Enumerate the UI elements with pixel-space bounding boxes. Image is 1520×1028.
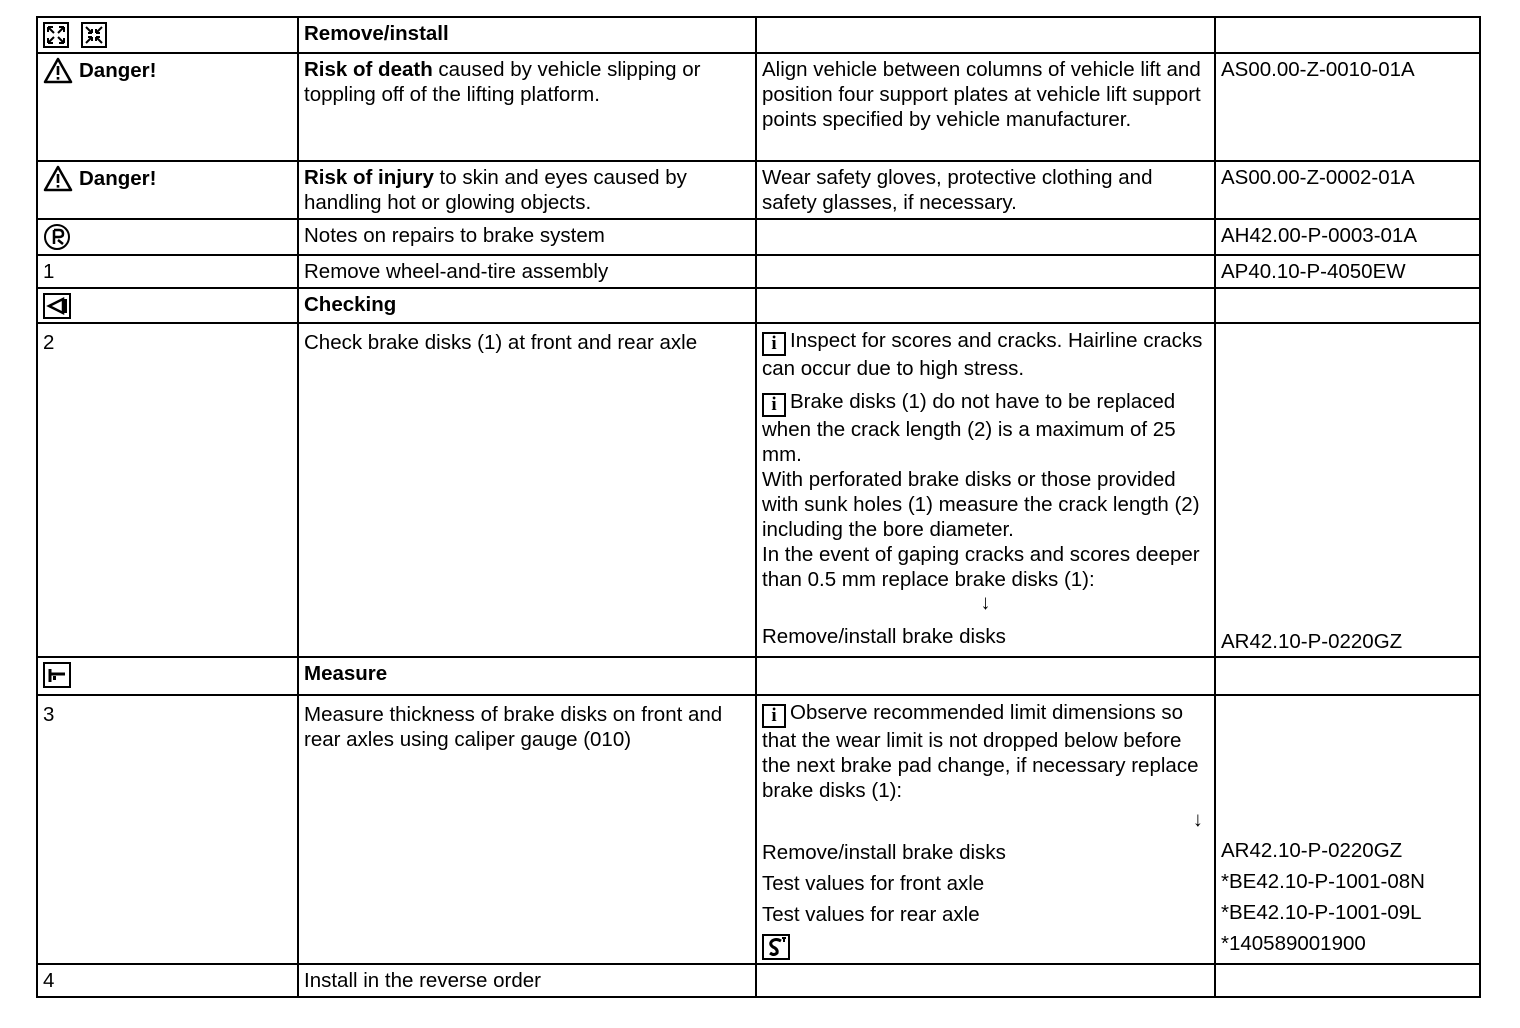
- ref-cell: [1215, 323, 1480, 657]
- step-cell: [37, 657, 298, 695]
- cross-reference-link[interactable]: Test values for front axle: [762, 872, 985, 895]
- note-cell: [756, 219, 1215, 255]
- note-cell: [756, 695, 1215, 964]
- note-cell: Align vehicle between columns of vehicle lift and position four support plates at vehicle lift support points specified by vehicle manufacturer.: [756, 53, 1215, 161]
- section-heading: Checking: [304, 293, 397, 316]
- table-row: [37, 323, 1480, 657]
- action-cell: Remove wheel-and-tire assembly: [298, 255, 756, 288]
- info-note: [762, 328, 1209, 381]
- ref-link[interactable]: AR42.10-P-0220GZ: [1221, 630, 1403, 653]
- risk-title: Risk of death: [304, 58, 433, 81]
- note-cell: [756, 964, 1215, 997]
- info-text: Brake disks (1) do not have to be replaced when the crack length (2) is a maximum of 25 mm.: [762, 390, 1176, 466]
- cross-reference-link[interactable]: Remove/install brake disks: [762, 841, 1006, 864]
- info-icon: i: [762, 332, 786, 356]
- action-cell: [298, 17, 756, 53]
- repair-notes-icon: [43, 223, 71, 251]
- measure-icon: [43, 662, 71, 688]
- table-row: [37, 53, 1480, 161]
- action-cell: Check brake disks (1) at front and rear axle: [298, 323, 756, 657]
- ref-cell: [1215, 964, 1480, 997]
- note-cell: [756, 288, 1215, 323]
- special-tool-icon[interactable]: [762, 934, 790, 960]
- step-cell: [37, 219, 298, 255]
- action-cell: [298, 53, 756, 161]
- info-note: [762, 700, 1209, 803]
- cross-reference-link[interactable]: Test values for rear axle: [762, 903, 980, 926]
- risk-title: Risk of injury: [304, 166, 434, 189]
- step-cell: [37, 17, 298, 53]
- warning-triangle-icon: [43, 57, 73, 84]
- note-paragraph: In the event of gaping cracks and scores deeper than 0.5 mm replace brake disks (1):: [762, 543, 1200, 591]
- checking-icon: [43, 293, 71, 319]
- table-row: [37, 695, 1480, 964]
- action-cell: Measure thickness of brake disks on front and rear axles using caliper gauge (010): [298, 695, 756, 964]
- table-row: [37, 17, 1480, 53]
- note-cell: [756, 657, 1215, 695]
- step-number: 2: [37, 323, 298, 657]
- action-cell: [298, 288, 756, 323]
- info-icon: i: [762, 704, 786, 728]
- table-row: [37, 657, 1480, 695]
- table-row: [37, 161, 1480, 219]
- info-text: Inspect for scores and cracks. Hairline cracks can occur due to high stress.: [762, 329, 1203, 380]
- info-text: Observe recommended limit dimensions so that the wear limit is not dropped below before the next brake pad change, if necessary replace brake disks (1):: [762, 701, 1199, 802]
- step-number: 4: [37, 964, 298, 997]
- table-row: [37, 255, 1480, 288]
- danger-label: Danger!: [79, 167, 157, 190]
- step-number: 1: [37, 255, 298, 288]
- ref-link[interactable]: AS00.00-Z-0010-01A: [1215, 53, 1480, 161]
- ref-link[interactable]: AP40.10-P-4050EW: [1215, 255, 1480, 288]
- ref-link[interactable]: *BE42.10-P-1001-08N: [1221, 870, 1425, 893]
- down-arrow-icon: ↓: [980, 591, 991, 614]
- danger-label: Danger!: [79, 59, 157, 82]
- note-cell: [756, 255, 1215, 288]
- table-row: [37, 964, 1480, 997]
- ref-link[interactable]: *140589001900: [1221, 932, 1366, 955]
- table-row: [37, 219, 1480, 255]
- action-cell: Notes on repairs to brake system: [298, 219, 756, 255]
- procedure-table: [36, 16, 1481, 998]
- warning-triangle-icon: [43, 165, 73, 192]
- down-arrow-icon: ↓: [1192, 808, 1203, 831]
- note-cell: Wear safety gloves, protective clothing and safety glasses, if necessary.: [756, 161, 1215, 219]
- ref-cell: [1215, 695, 1480, 964]
- section-heading: Measure: [304, 662, 388, 685]
- note-cell: [756, 17, 1215, 53]
- risk-text: to skin and eyes caused by handling hot or glowing objects.: [304, 166, 687, 214]
- info-icon: i: [762, 393, 786, 417]
- ref-cell: [1215, 288, 1480, 323]
- action-cell: [298, 657, 756, 695]
- action-cell: Install in the reverse order: [298, 964, 756, 997]
- ref-link[interactable]: AR42.10-P-0220GZ: [1221, 839, 1403, 862]
- install-icon: [81, 22, 107, 48]
- risk-text: caused by vehicle slipping or toppling off of the lifting platform.: [304, 58, 701, 106]
- ref-cell: [1215, 17, 1480, 53]
- note-paragraph: With perforated brake disks or those provided with sunk holes (1) measure the crack length (2) including the bore diameter.: [762, 468, 1200, 541]
- info-note: [762, 389, 1209, 467]
- table-row: [37, 288, 1480, 323]
- ref-link[interactable]: *BE42.10-P-1001-09L: [1221, 901, 1422, 924]
- ref-link[interactable]: AH42.00-P-0003-01A: [1215, 219, 1480, 255]
- remove-icon: [43, 22, 69, 48]
- step-cell: [37, 53, 298, 161]
- cross-reference-link[interactable]: Remove/install brake disks: [762, 625, 1006, 648]
- action-cell: [298, 161, 756, 219]
- step-cell: [37, 288, 298, 323]
- note-cell: [756, 323, 1215, 657]
- ref-link[interactable]: AS00.00-Z-0002-01A: [1215, 161, 1480, 219]
- section-heading: Remove/install: [304, 22, 449, 45]
- step-cell: [37, 161, 298, 219]
- step-number: 3: [37, 695, 298, 964]
- ref-cell: [1215, 657, 1480, 695]
